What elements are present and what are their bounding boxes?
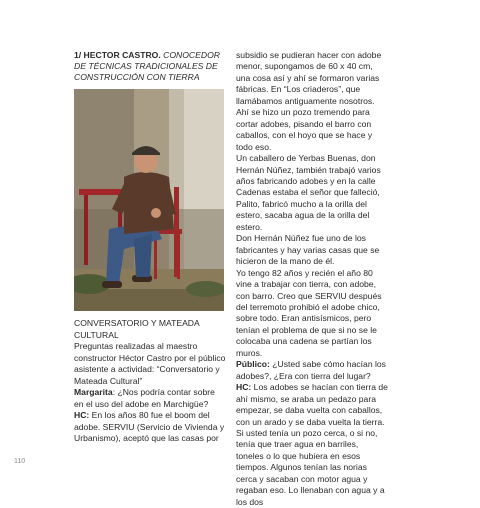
right-column-text	[236, 50, 388, 508]
heading-block	[74, 50, 224, 90]
question-margarita	[74, 387, 226, 410]
portrait-photo	[74, 89, 224, 311]
answer-text: Los adobes se hacían con tierra de ahí mismo, se araba un pedazo para empezar, se daba vuelta con caballos, con un arado y se daba vuelta la tierra. Si usted tenía un pozo cerca, o si no, tenía que traer agua en barriles, toneles o lo que hubiera en esos tiempos. Algunos tenían las norias cerca y sacaban con motor agua y regaban eso. Lo llenaban con agua y a los dos	[236, 382, 388, 507]
answer-hc	[74, 410, 226, 445]
paragraph: Yo tengo 82 años y recién el año 80 vine a trabajar con tierra, con adobe, con barro. Creo que SERVIU después del terremoto prohibió el adobe chico, sobre todo. Eran antisísmicos, pero tenían el problema de que si no se le colocaba una cadena se partían los muros.	[236, 267, 382, 358]
speaker-label: Público:	[236, 359, 270, 370]
section-heading	[74, 50, 224, 84]
conversatorio-title: CONVERSATORIO Y MATEADA CULTURAL	[74, 318, 200, 340]
paragraph: Don Hernán Núñez fue uno de los fabricantes y hay varias casas que se hicieron de la mano de él.	[236, 233, 380, 267]
question-publico	[236, 359, 388, 382]
answer-hc	[236, 382, 388, 508]
answer-text: En los años 80 fue el boom del adobe. SERVIU (Servicio de Vivienda y Urbanismo), aceptó que las casas por	[74, 410, 225, 443]
intro-paragraph: Preguntas realizadas al maestro constructor Héctor Castro por el público asistente a actividad: “Conversatorio y Mateada Cultural”	[74, 341, 226, 386]
heading-subtitle: CONOCEDOR DE TÉCNICAS TRADICIONALES DE CONSTRUCCIÓN CON TIERRA	[74, 50, 220, 83]
speaker-label: HC:	[74, 410, 90, 420]
page-number: 110	[14, 458, 26, 465]
question-text: ¿Usted sabe cómo hacían los adobes?, ¿Era con tierra del lugar?	[236, 359, 386, 381]
speaker-label: Margarita	[74, 387, 113, 397]
speaker-label: HC:	[236, 382, 252, 393]
question-text: : ¿Nos podría contar sobre en el uso del adobe en Marchigüe?	[74, 387, 215, 409]
portrait-illustration	[74, 89, 224, 311]
paragraph: Un caballero de Yerbas Buenas, don Hernán Núñez, también trabajó varios años fabricando adobes y en la calle Cadenas estaba el señor que falleció, Palito, fabricó mucho a la orilla del estero, sacaba agua de la orilla del estero.	[236, 153, 381, 232]
left-column-text	[74, 318, 226, 445]
paragraph: subsidio se pudieran hacer con adobe menor, supongamos de 60 x 40 cm, una cosa así y ahí se formaron varias fábricas. En “Los criaderos”, que llamábamos antiguamente nosotros. Ahí se hizo un pozo tremendo para cortar adobes, pisando el barro con caballos, con el hoyo que se hace y todo eso.	[236, 50, 382, 152]
heading-name: 1/ HECTOR CASTRO.	[74, 50, 161, 60]
